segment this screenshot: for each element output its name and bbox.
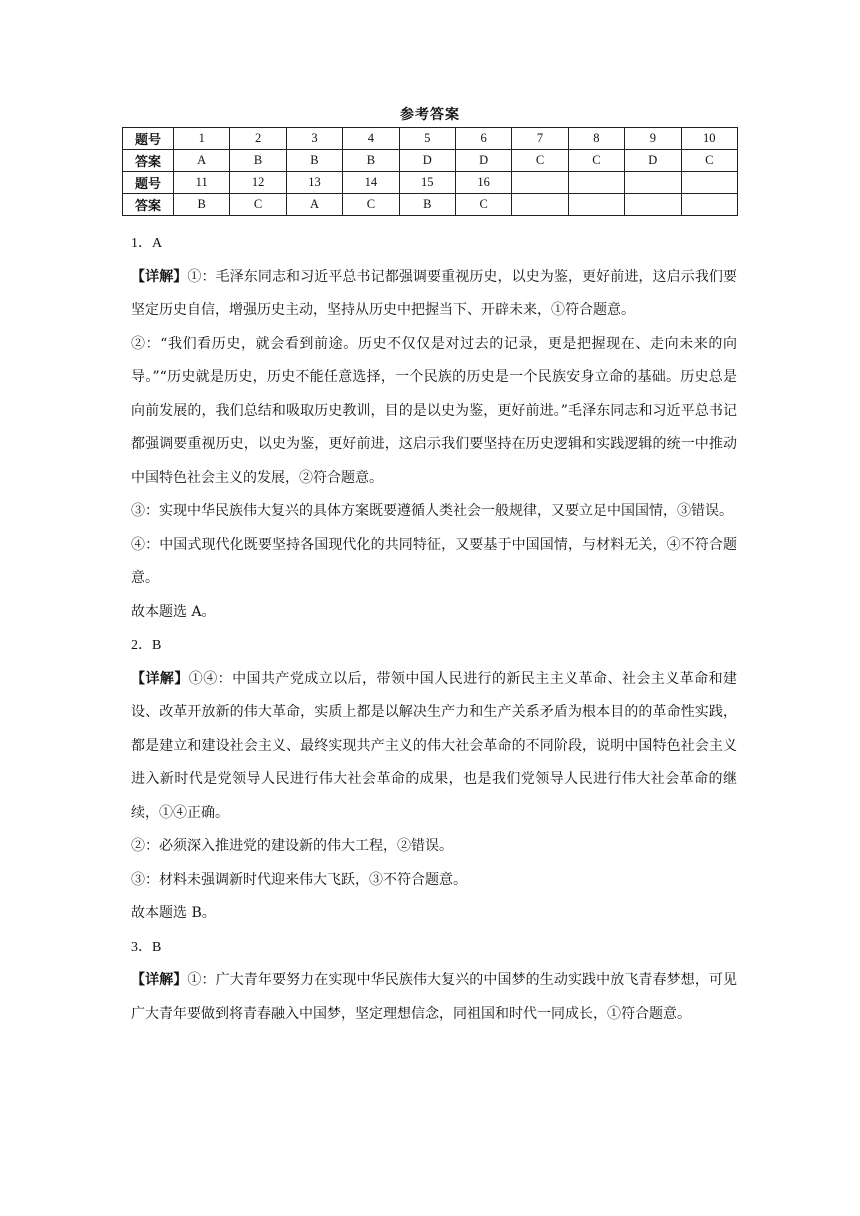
table-cell: 1 — [174, 128, 230, 150]
explanation-text: ①：广大青年要努力在实现中华民族伟大复兴的中国梦的生动实践中放飞青春梦想，可见广大青年要做到将青春融入中国梦，坚定理想信念，同祖国和时代一同成长，①符合题意。 — [131, 972, 738, 1022]
table-cell: 2 — [230, 128, 286, 150]
table-cell: B — [230, 150, 286, 172]
table-cell: 5 — [399, 128, 455, 150]
row-header: 答案 — [123, 194, 174, 216]
table-cell: B — [174, 194, 230, 216]
table-cell: 15 — [399, 172, 455, 194]
table-cell: C — [230, 194, 286, 216]
explanation-text: ①④：中国共产党成立以后，带领中国人民进行的新民主主义革命、社会主义革命和建设、改革开放新的伟大革命，实质上都是以解决生产力和生产关系矛盾为根本目的的革命性实践，都是建立和建设社会主义、最终实现共产主义的伟大社会革命的不同阶段，说明中国特色社会主义进入新时代是党领导人民进行伟大社会革命的成果，也是我们党领导人民进行伟大社会革命的继续，①④正确。 — [131, 670, 738, 821]
explanation-paragraph — [131, 529, 737, 596]
table-cell — [512, 194, 568, 216]
explanation-paragraph — [131, 663, 737, 831]
question-answer-number: 3．B — [131, 939, 162, 955]
question-answer-number: 2．B — [131, 638, 162, 653]
table-cell: 7 — [512, 128, 568, 150]
table-cell: A — [286, 194, 342, 216]
table-cell: 6 — [455, 128, 511, 150]
detail-label: 【详解】 — [131, 268, 188, 285]
table-cell: 8 — [568, 128, 624, 150]
explanation-paragraph — [131, 830, 737, 864]
table-row — [123, 150, 738, 172]
table-cell: 3 — [286, 128, 342, 150]
explanation-paragraph — [131, 964, 737, 1031]
table-cell: B — [399, 194, 455, 216]
table-cell: D — [455, 150, 511, 172]
table-cell: C — [343, 194, 399, 216]
table-row — [123, 128, 738, 150]
table-cell: A — [174, 150, 230, 172]
table-cell: B — [286, 150, 342, 172]
table-cell: D — [399, 150, 455, 172]
answer-table — [122, 127, 738, 216]
table-cell: 4 — [343, 128, 399, 150]
explanation-paragraph — [131, 897, 737, 931]
explanation-text: ④：中国式现代化既要坚持各国现代化的共同特征，又要基于中国国情，与材料无关，④不符合题意。 — [131, 536, 737, 586]
row-header: 答案 — [123, 150, 174, 172]
explanation-paragraph — [131, 495, 737, 529]
table-cell: 9 — [625, 128, 681, 150]
table-cell: C — [568, 150, 624, 172]
table-cell: 14 — [343, 172, 399, 194]
table-cell: 16 — [455, 172, 511, 194]
table-cell: C — [512, 150, 568, 172]
row-header: 题号 — [123, 172, 174, 194]
table-row — [123, 194, 738, 216]
explanation-paragraph — [131, 596, 737, 630]
explanation-paragraph — [131, 261, 737, 328]
explanation-text: ②：必须深入推进党的建设新的伟大工程，②错误。 — [131, 838, 453, 854]
table-cell — [625, 194, 681, 216]
explanation-paragraph — [131, 864, 737, 898]
table-row — [123, 172, 738, 194]
table-cell — [625, 172, 681, 194]
explanation-text: ①：毛泽东同志和习近平总书记都强调要重视历史，以史为鉴，更好前进，这启示我们要坚定历史自信，增强历史主动，坚持从历史中把握当下、开辟未来，①符合题意。 — [131, 268, 738, 318]
table-cell: C — [681, 150, 737, 172]
detail-label: 【详解】 — [131, 670, 189, 687]
explanation-text: 故本题选 B。 — [131, 905, 216, 921]
explanation-text: ③：实现中华民族伟大复兴的具体方案既要遵循人类社会一般规律，又要立足中国国情，③错误。 — [131, 503, 733, 519]
table-cell — [512, 172, 568, 194]
table-cell: C — [455, 194, 511, 216]
table-cell — [681, 172, 737, 194]
explanation-text: ②：“我们看历史，就会看到前途。历史不仅仅是对过去的记录，更是把握现在、走向未来的向导。”“历史就是历史，历史不能任意选择，一个民族的历史是一个民族安身立命的基础。历史总是向前发展的，我们总结和吸取历史教训，目的是以史为鉴，更好前进。”毛泽东同志和习近平总书记都强调要重视历史，以史为鉴，更好前进，这启示我们要坚持在历史逻辑和实践逻辑的统一中推动中国特色社会主义的发展，②符合题意。 — [131, 335, 737, 486]
table-cell: 10 — [681, 128, 737, 150]
explanation-text: ③：材料未强调新时代迎来伟大飞跃，③不符合题意。 — [131, 871, 467, 888]
row-header: 题号 — [123, 128, 174, 150]
table-cell: 11 — [174, 172, 230, 194]
table-cell: D — [625, 150, 681, 172]
table-cell: 13 — [286, 172, 342, 194]
explanation-paragraph — [131, 328, 737, 496]
detail-label: 【详解】 — [131, 972, 188, 988]
page-title: 参考答案 — [400, 107, 460, 123]
table-cell — [568, 194, 624, 216]
explanation-text: 故本题选 A。 — [131, 603, 216, 620]
table-cell — [681, 194, 737, 216]
question-answer-number: 1．A — [131, 236, 163, 251]
answer-explanations — [131, 227, 737, 1031]
table-cell: 12 — [230, 172, 286, 194]
table-cell: B — [343, 150, 399, 172]
table-cell — [568, 172, 624, 194]
